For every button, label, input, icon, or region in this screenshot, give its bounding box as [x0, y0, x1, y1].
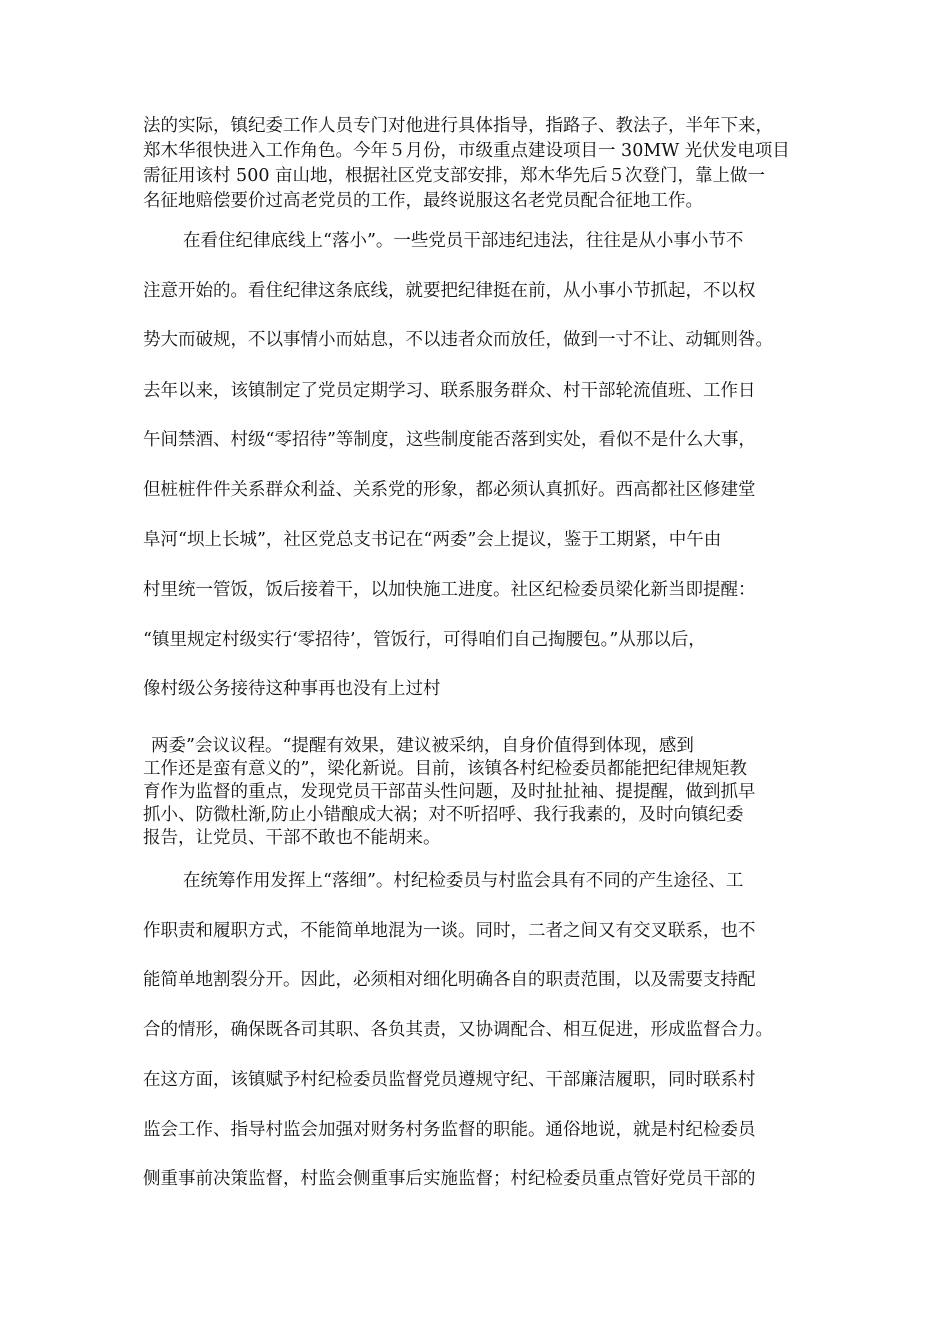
text-line: 能简单地割裂分开。因此，必须相对细化明确各自的职责范围，以及需要支持配 — [143, 970, 756, 990]
paragraph-first-line: 在统筹作用发挥上“落细”。村纪检委员与村监会具有不同的产生途径、工 — [183, 871, 744, 891]
text-line: 作职责和履职方式，不能简单地混为一谈。同时，二者之间又有交叉联系，也不 — [143, 921, 756, 941]
text-line: 两委”会议议程。“提醒有效果，建议被采纳，自身价值得到体现，感到 — [151, 736, 694, 756]
text-line: 村里统一管饭，饭后接着干，以加快施工进度。社区纪检委员梁化新当即提醒： — [143, 580, 756, 600]
text-line: 但桩桩件件关系群众利益、关系党的形象，都必须认真抓好。西高都社区修建堂 — [143, 480, 756, 500]
text-line: 阜河“坝上长城”，社区党总支书记在“两委”会上提议，鉴于工期紧，中午由 — [143, 530, 722, 550]
paragraph-first-line: 在看住纪律底线上“落小”。一些党员干部违纪违法，往往是从小事小节不 — [183, 231, 744, 251]
text-line: “镇里规定村级实行‘零招待’，管饭行，可得咱们自己掏腰包。”从那以后， — [143, 630, 706, 650]
text-line: 报告，让党员、干部不敢也不能胡来。 — [143, 828, 441, 848]
text-line: 监会工作、指导村监会加强对财务村务监督的职能。通俗地说，就是村纪检委员 — [143, 1120, 756, 1140]
text-line: 侧重事前决策监督，村监会侧重事后实施监督；村纪检委员重点管好党员干部的 — [143, 1169, 756, 1189]
text-line: 合的情形，确保既各司其职、各负其责，又协调配合、相互促进，形成监督合力。 — [143, 1020, 773, 1040]
text-line: 在这方面，该镇赋予村纪检委员监督党员遵规守纪、干部廉洁履职，同时联系村 — [143, 1070, 756, 1090]
text-line: 需征用该村 500 亩山地，根据社区党支部安排，郑木华先后５次登门，靠上做一 — [143, 166, 766, 186]
text-line: 抓小、防微杜渐,防止小错酿成大祸；对不听招呼、我行我素的，及时向镇纪委 — [143, 805, 744, 825]
text-line: 名征地赔偿要价过高老党员的工作，最终说服这名老党员配合征地工作。 — [143, 191, 703, 211]
text-line: 势大而破规，不以事情小而姑息，不以违者众而放任，做到一寸不让、动辄则咎。 — [143, 330, 773, 350]
text-line: 法的实际，镇纪委工作人员专门对他进行具体指导，指路子、教法子，半年下来， — [143, 116, 773, 136]
text-line: 注意开始的。看住纪律这条底线，就要把纪律挺在前，从小事小节抓起，不以权 — [143, 281, 756, 301]
text-line: 育作为监督的重点，发现党员干部苗头性问题，及时扯扯袖、提提醒，做到抓早 — [143, 782, 756, 802]
text-line: 郑木华很快进入工作角色。今年５月份，市级重点建设项目一 30MW 光伏发电项目 — [143, 141, 790, 161]
text-line: 像村级公务接待这种事再也没有上过村 — [143, 679, 441, 699]
text-line: 午间禁酒、村级“零招待”等制度，这些制度能否落到实处，看似不是什么大事， — [143, 430, 756, 450]
text-line: 工作还是蛮有意义的”，梁化新说。目前，该镇各村纪检委员都能把纪律规矩教 — [143, 759, 747, 779]
text-line: 去年以来，该镇制定了党员定期学习、联系服务群众、村干部轮流值班、工作日 — [143, 381, 756, 401]
